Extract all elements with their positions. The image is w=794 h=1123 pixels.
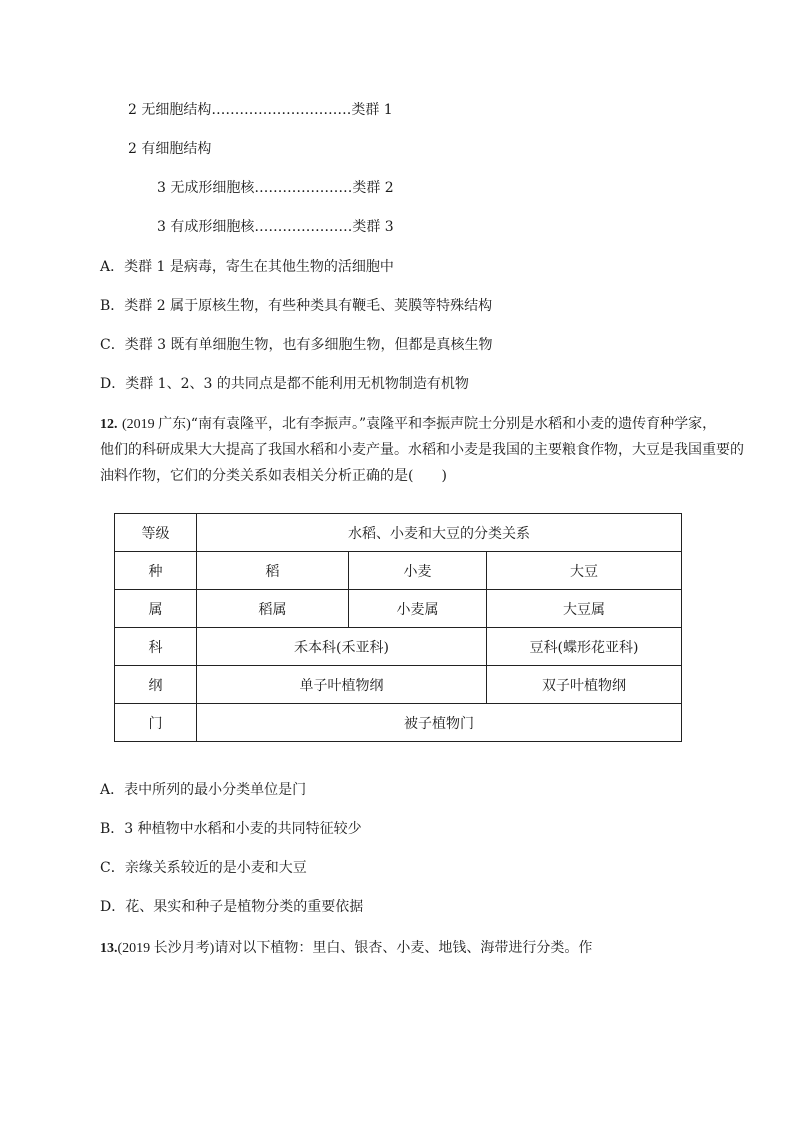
q13-number: 13. [100,941,118,956]
species-wheat: 小麦 [349,552,487,590]
q11-option-d: D．类群 1、2、3 的共同点是都不能利用无机物制造有机物 [100,376,469,392]
class-monocot: 单子叶植物纲 [197,666,487,704]
key-line-1: 2 无细胞结构…………………………类群 1 [128,102,393,118]
q13-source: (2019 长沙月考) [117,941,215,956]
q11-option-c: C．类群 3 既有单细胞生物，也有多细胞生物，但都是真核生物 [100,337,493,353]
q12-option-d: D．花、果实和种子是植物分类的重要依据 [100,899,364,915]
q13-text: 请对以下植物：里白、银杏、小麦、地钱、海带进行分类。作 [214,940,593,956]
q12-number: 12. [100,417,118,432]
table-row-genus [115,590,682,628]
family-poaceae: 禾本科(禾亚科) [197,628,487,666]
genus-rice: 稻属 [197,590,349,628]
q12-stem-line-1 [100,414,716,435]
q11-option-a: A．类群 1 是病毒，寄生在其他生物的活细胞中 [100,259,394,275]
q11-option-b: B．类群 2 属于原核生物，有些种类具有鞭毛、荚膜等特殊结构 [100,298,493,314]
genus-wheat: 小麦属 [349,590,487,628]
classification-table [114,513,682,742]
level-species: 种 [115,552,197,590]
key-line-2: 2 有细胞结构 [128,141,212,157]
level-phylum: 门 [115,704,197,742]
header-level: 等级 [115,514,197,552]
q12-stem-line-2: 他们的科研成果大大提高了我国水稻和小麦产量。水稻和小麦是我国的主要粮食作物，大豆是我国重要的 [100,442,744,458]
q12-source: (2019 广东) [121,417,191,432]
table-row-species [115,552,682,590]
table-row-class [115,666,682,704]
header-title: 水稻、小麦和大豆的分类关系 [197,514,682,552]
table-row-phylum [115,704,682,742]
level-family: 科 [115,628,197,666]
q12-option-c: C．亲缘关系较近的是小麦和大豆 [100,860,307,876]
q12-text-1: “南有袁隆平，北有李振声。”袁隆平和李振声院士分别是水稻和小麦的遗传育种学家， [190,416,717,432]
q12-option-a: A．表中所列的最小分类单位是门 [100,782,307,798]
q12-stem-line-3: 油料作物，它们的分类关系如表相关分析正确的是( ) [100,468,447,484]
level-class: 纲 [115,666,197,704]
table-row-family [115,628,682,666]
table-header-row [115,514,682,552]
class-dicot: 双子叶植物纲 [487,666,682,704]
species-soybean: 大豆 [487,552,682,590]
phylum-angiosperm: 被子植物门 [197,704,682,742]
species-rice: 稻 [197,552,349,590]
level-genus: 属 [115,590,197,628]
family-fabaceae: 豆科(蝶形花亚科) [487,628,682,666]
key-line-4: 3 有成形细胞核…………………类群 3 [157,219,394,235]
genus-soybean: 大豆属 [487,590,682,628]
key-line-3: 3 无成形细胞核…………………类群 2 [157,180,394,196]
q12-option-b: B．3 种植物中水稻和小麦的共同特征较少 [100,821,362,837]
q13-stem [100,938,592,959]
